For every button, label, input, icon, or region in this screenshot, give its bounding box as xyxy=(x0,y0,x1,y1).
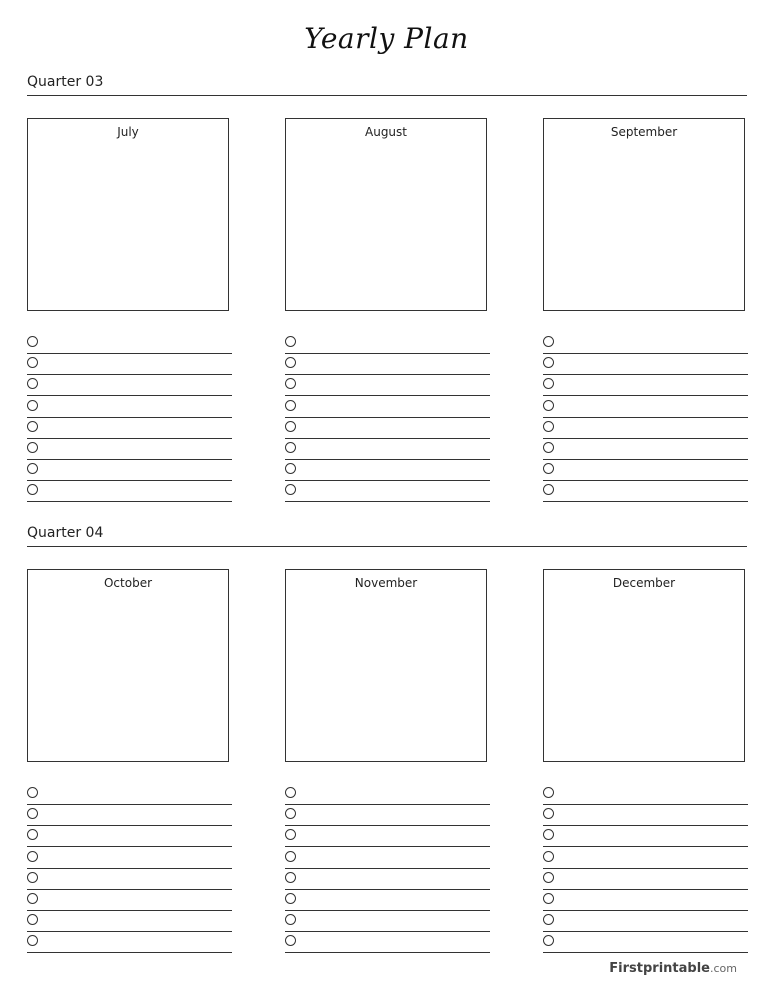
checkbox-circle-icon[interactable] xyxy=(27,357,38,368)
month-box-october[interactable] xyxy=(27,569,229,762)
checkbox-circle-icon[interactable] xyxy=(285,484,296,495)
checklist-row[interactable] xyxy=(27,460,232,481)
checklist-row[interactable] xyxy=(543,932,748,953)
checkbox-circle-icon[interactable] xyxy=(285,442,296,453)
checkbox-circle-icon[interactable] xyxy=(285,378,296,389)
checklist-row[interactable] xyxy=(543,805,748,826)
checklist-row[interactable] xyxy=(285,439,490,460)
checklist-row[interactable] xyxy=(285,418,490,439)
checklist-row[interactable] xyxy=(543,784,748,805)
month-box-july[interactable] xyxy=(27,118,229,311)
month-name: November xyxy=(354,576,418,590)
checkbox-circle-icon[interactable] xyxy=(27,935,38,946)
quarter-divider xyxy=(27,95,747,96)
month-box-september[interactable] xyxy=(543,118,745,311)
checkbox-circle-icon[interactable] xyxy=(27,787,38,798)
checkbox-circle-icon[interactable] xyxy=(543,400,554,411)
checklist-row[interactable] xyxy=(543,826,748,847)
checkbox-circle-icon[interactable] xyxy=(543,336,554,347)
checkbox-circle-icon[interactable] xyxy=(27,872,38,883)
checkbox-circle-icon[interactable] xyxy=(543,829,554,840)
checklist-row[interactable] xyxy=(285,890,490,911)
writing-line xyxy=(543,952,748,953)
checklist-row[interactable] xyxy=(543,911,748,932)
checklist-row[interactable] xyxy=(285,397,490,418)
checkbox-circle-icon[interactable] xyxy=(285,829,296,840)
checklist-row[interactable] xyxy=(543,890,748,911)
checkbox-circle-icon[interactable] xyxy=(285,914,296,925)
checkbox-circle-icon[interactable] xyxy=(27,484,38,495)
checkbox-circle-icon[interactable] xyxy=(285,357,296,368)
checklist-row[interactable] xyxy=(285,333,490,354)
checklist-row[interactable] xyxy=(543,375,748,396)
writing-line xyxy=(543,501,748,502)
checkbox-circle-icon[interactable] xyxy=(27,851,38,862)
writing-line xyxy=(285,952,490,953)
checklist-row[interactable] xyxy=(285,911,490,932)
checklist-row[interactable] xyxy=(27,439,232,460)
checkbox-circle-icon[interactable] xyxy=(543,851,554,862)
brand-logo xyxy=(609,961,737,976)
checkbox-circle-icon[interactable] xyxy=(285,808,296,819)
checkbox-circle-icon[interactable] xyxy=(543,357,554,368)
checkbox-circle-icon[interactable] xyxy=(285,851,296,862)
checklist-row[interactable] xyxy=(27,826,232,847)
checklist-row[interactable] xyxy=(27,869,232,890)
checklist-row[interactable] xyxy=(543,354,748,375)
quarter-label-q3: Quarter 03 xyxy=(27,74,104,90)
checklist-row[interactable] xyxy=(285,784,490,805)
checklist-row[interactable] xyxy=(285,848,490,869)
checklist-row[interactable] xyxy=(285,805,490,826)
checklist-row[interactable] xyxy=(543,333,748,354)
checklist-row[interactable] xyxy=(285,481,490,502)
quarter-label-q4: Quarter 04 xyxy=(27,525,104,541)
month-box-august[interactable] xyxy=(285,118,487,311)
checkbox-circle-icon[interactable] xyxy=(543,378,554,389)
checkbox-circle-icon[interactable] xyxy=(543,893,554,904)
month-name: December xyxy=(612,576,676,590)
checklist-row[interactable] xyxy=(543,418,748,439)
checkbox-circle-icon[interactable] xyxy=(543,914,554,925)
checklist-row[interactable] xyxy=(285,869,490,890)
checklist-row[interactable] xyxy=(27,481,232,502)
checkbox-circle-icon[interactable] xyxy=(27,442,38,453)
checkbox-circle-icon[interactable] xyxy=(27,400,38,411)
checkbox-circle-icon[interactable] xyxy=(285,872,296,883)
checkbox-circle-icon[interactable] xyxy=(285,893,296,904)
checklist-row[interactable] xyxy=(285,460,490,481)
checkbox-circle-icon[interactable] xyxy=(543,421,554,432)
checkbox-circle-icon[interactable] xyxy=(27,893,38,904)
checkbox-circle-icon[interactable] xyxy=(27,829,38,840)
month-box-november[interactable] xyxy=(285,569,487,762)
quarter-divider xyxy=(27,546,747,547)
checklist-row[interactable] xyxy=(285,375,490,396)
checkbox-circle-icon[interactable] xyxy=(543,787,554,798)
checkbox-circle-icon[interactable] xyxy=(27,914,38,925)
checklist-row[interactable] xyxy=(543,460,748,481)
month-name: September xyxy=(610,125,678,139)
checkbox-circle-icon[interactable] xyxy=(543,872,554,883)
month-box-december[interactable] xyxy=(543,569,745,762)
checkbox-circle-icon[interactable] xyxy=(285,421,296,432)
month-name: July xyxy=(117,125,139,139)
checkbox-circle-icon[interactable] xyxy=(27,808,38,819)
brand-suffix: .com xyxy=(710,962,737,975)
checklist-row[interactable] xyxy=(543,848,748,869)
checklist-row[interactable] xyxy=(285,932,490,953)
month-name: October xyxy=(103,576,153,590)
checkbox-circle-icon[interactable] xyxy=(285,935,296,946)
checkbox-circle-icon[interactable] xyxy=(27,463,38,474)
checklist-row[interactable] xyxy=(27,932,232,953)
checklist-row[interactable] xyxy=(543,869,748,890)
checkbox-circle-icon[interactable] xyxy=(27,421,38,432)
checkbox-circle-icon[interactable] xyxy=(285,463,296,474)
writing-line xyxy=(27,501,232,502)
checklist-row[interactable] xyxy=(27,418,232,439)
page-title: Yearly Plan xyxy=(304,22,469,55)
checkbox-circle-icon[interactable] xyxy=(543,484,554,495)
checklist-row[interactable] xyxy=(27,911,232,932)
checkbox-circle-icon[interactable] xyxy=(27,336,38,347)
checklist-row[interactable] xyxy=(285,826,490,847)
checkbox-circle-icon[interactable] xyxy=(27,378,38,389)
checklist-row[interactable] xyxy=(543,481,748,502)
checkbox-circle-icon[interactable] xyxy=(543,935,554,946)
checklist-row[interactable] xyxy=(27,784,232,805)
checkbox-circle-icon[interactable] xyxy=(543,463,554,474)
writing-line xyxy=(285,501,490,502)
checklist-row[interactable] xyxy=(27,890,232,911)
checklist-row[interactable] xyxy=(543,439,748,460)
checklist-row[interactable] xyxy=(27,333,232,354)
checkbox-circle-icon[interactable] xyxy=(543,808,554,819)
checkbox-circle-icon[interactable] xyxy=(285,787,296,798)
month-name: August xyxy=(365,125,407,139)
checkbox-circle-icon[interactable] xyxy=(285,400,296,411)
checkbox-circle-icon[interactable] xyxy=(285,336,296,347)
checkbox-circle-icon[interactable] xyxy=(543,442,554,453)
checklist-row[interactable] xyxy=(27,805,232,826)
checklist-row[interactable] xyxy=(543,397,748,418)
checklist-row[interactable] xyxy=(27,375,232,396)
checklist-row[interactable] xyxy=(27,848,232,869)
brand-name: Firstprintable xyxy=(609,961,710,976)
writing-line xyxy=(27,952,232,953)
checklist-row[interactable] xyxy=(27,397,232,418)
checklist-row[interactable] xyxy=(285,354,490,375)
checklist-row[interactable] xyxy=(27,354,232,375)
